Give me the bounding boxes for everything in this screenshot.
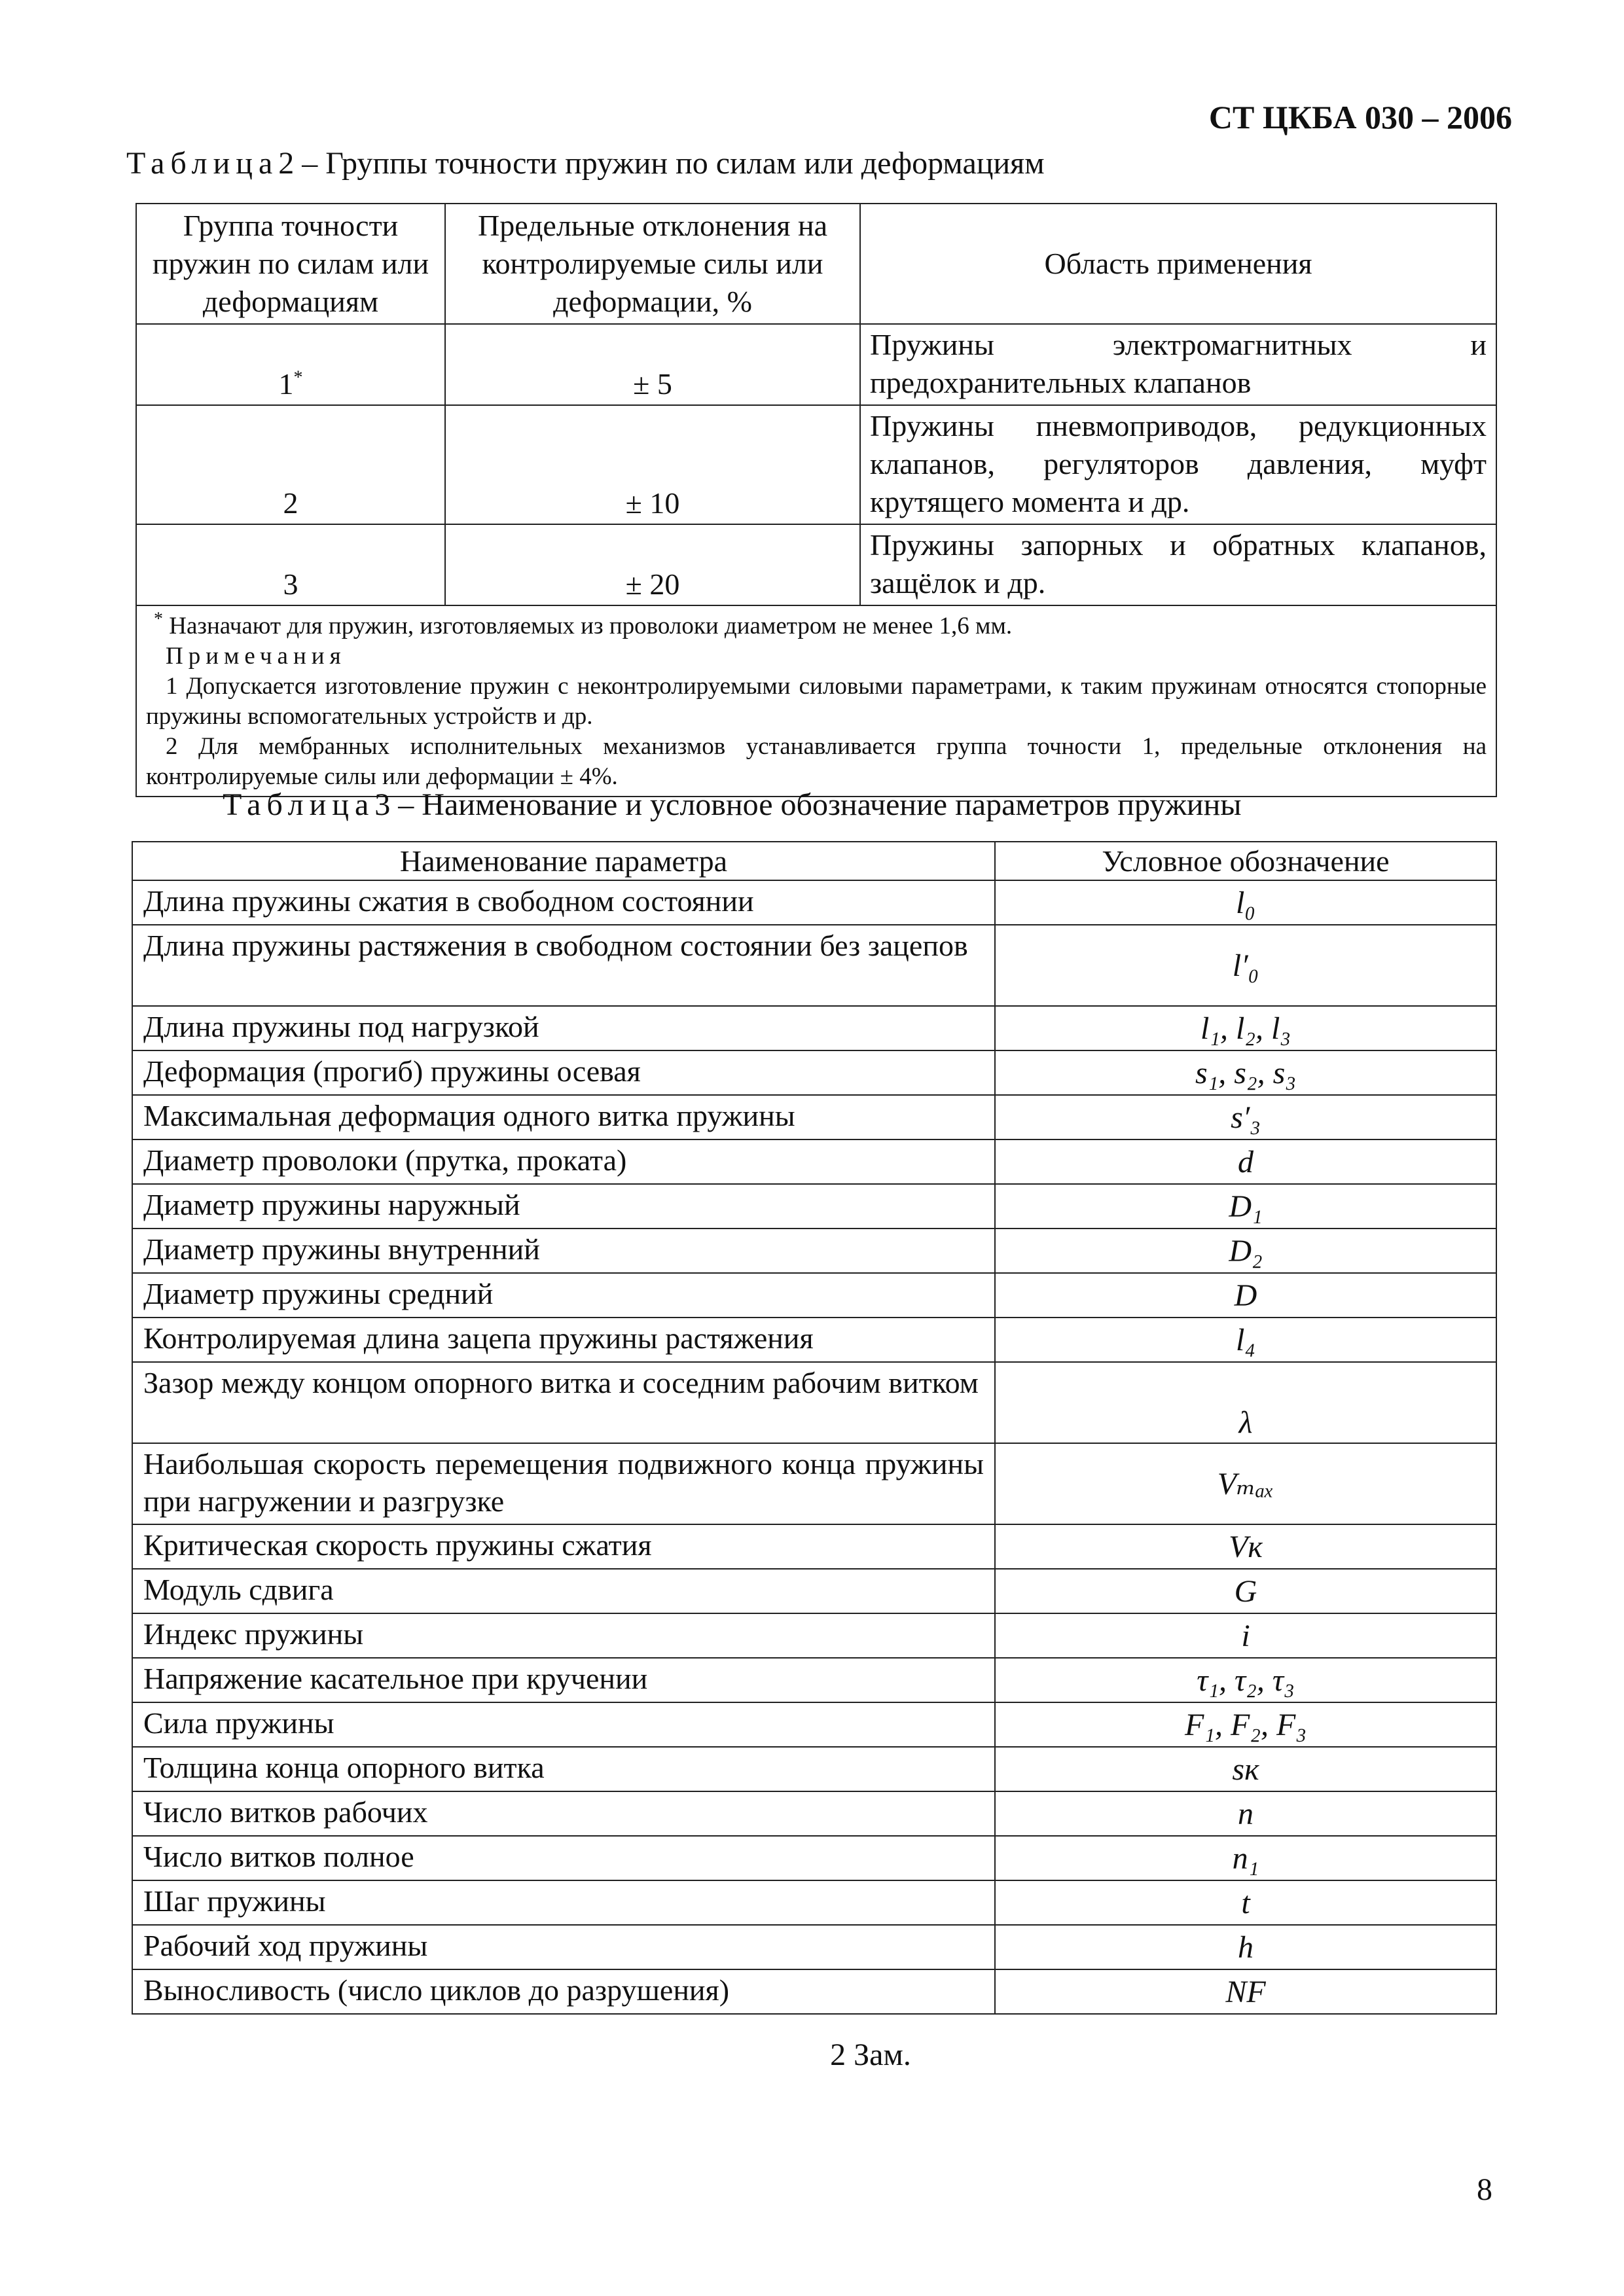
table3-header-symbol: Условное обозначение: [995, 842, 1496, 880]
table2-deviation-cell: ± 5: [445, 324, 860, 405]
table3-caption-word: Таблица: [223, 787, 375, 822]
parameter-name: Индекс пружины: [132, 1613, 995, 1658]
table3-row: [132, 1362, 1496, 1443]
parameter-name: Максимальная деформация одного витка пружины: [132, 1095, 995, 1139]
spring-parameters-table: [132, 841, 1497, 2015]
table3-row: [132, 1747, 1496, 1791]
table2-header-area: Область применения: [860, 204, 1496, 324]
table3-caption: [223, 787, 1242, 823]
table3-row: [132, 1658, 1496, 1702]
table2-caption-text: 2 – Группы точности пружин по силам или деформациям: [278, 146, 1045, 181]
parameter-symbol: s₁, s₂, s₃: [995, 1050, 1496, 1095]
precision-groups-table: [135, 203, 1497, 797]
parameter-symbol: i: [995, 1613, 1496, 1658]
table3-row: [132, 1318, 1496, 1362]
parameter-name: Длина пружины растяжения в свободном состоянии без зацепов: [132, 925, 995, 1006]
table2-header-deviation: Предельные отклонения на контролируемые силы или деформации, %: [445, 204, 860, 324]
note-2: 2 Для мембранных исполнительных механизмов устанавливается группа точности 1, предельные отклонения на контролируемые силы или деформации ± 4%.: [146, 733, 1487, 790]
parameter-name: Напряжение касательное при кручении: [132, 1658, 995, 1702]
parameter-symbol: s′₃: [995, 1095, 1496, 1139]
parameter-symbol: D: [995, 1273, 1496, 1318]
table2-deviation-cell: ± 10: [445, 405, 860, 524]
parameter-name: Число витков рабочих: [132, 1791, 995, 1836]
parameter-name: Наибольшая скорость перемещения подвижного конца пружины при нагружении и разгрузке: [132, 1443, 995, 1524]
table2-caption: [126, 145, 1045, 181]
parameter-symbol: τ₁, τ₂, τ₃: [995, 1658, 1496, 1702]
parameter-symbol: Vₘₐₓ: [995, 1443, 1496, 1524]
table2-area-cell: Пружины запорных и обратных клапанов, защёлок и др.: [860, 524, 1496, 605]
change-mark: 2 Зам.: [830, 2037, 911, 2072]
table3-row: [132, 1569, 1496, 1613]
document-code: СТ ЦКБА 030 – 2006: [1208, 99, 1512, 135]
parameter-name: Модуль сдвига: [132, 1569, 995, 1613]
page-number: 8: [1477, 2172, 1492, 2207]
table3-row: [132, 1006, 1496, 1050]
parameter-name: Диаметр пружины внутренний: [132, 1229, 995, 1273]
table3-row: [132, 1095, 1496, 1139]
parameter-name: Шаг пружины: [132, 1880, 995, 1925]
parameter-name: Контролируемая длина зацепа пружины растяжения: [132, 1318, 995, 1362]
table3-row: [132, 1880, 1496, 1925]
parameter-name: Диаметр пружины средний: [132, 1273, 995, 1318]
table2-deviation-cell: ± 20: [445, 524, 860, 605]
table2-group-cell: 1*: [136, 324, 445, 405]
table2-header-group: Группа точности пружин по силам или деформациям: [136, 204, 445, 324]
parameter-symbol: n: [995, 1791, 1496, 1836]
table2-caption-word: Таблица: [126, 146, 279, 181]
parameter-symbol: D₂: [995, 1229, 1496, 1273]
parameter-symbol: NF: [995, 1969, 1496, 2014]
table2-notes-row: [136, 605, 1496, 797]
table2-area-cell: Пружины пневмоприводов, редукционных клапанов, регуляторов давления, муфт крутящего момента и др.: [860, 405, 1496, 524]
parameter-symbol: F₁, F₂, F₃: [995, 1702, 1496, 1747]
table3-row: [132, 1229, 1496, 1273]
parameter-symbol: n₁: [995, 1836, 1496, 1880]
table3-row: [132, 1702, 1496, 1747]
parameter-symbol: Vк: [995, 1524, 1496, 1569]
table3-row: [132, 1443, 1496, 1524]
table2-row: [136, 405, 1496, 524]
table3-row: [132, 1836, 1496, 1880]
table2-row: [136, 324, 1496, 405]
table3-row: [132, 1524, 1496, 1569]
table2-group-cell: 3: [136, 524, 445, 605]
parameter-name: Деформация (прогиб) пружины осевая: [132, 1050, 995, 1095]
parameter-symbol: G: [995, 1569, 1496, 1613]
table3-row: [132, 1050, 1496, 1095]
table2-row: [136, 524, 1496, 605]
table3-header-name: Наименование параметра: [132, 842, 995, 880]
parameter-name: Выносливость (число циклов до разрушения): [132, 1969, 995, 2014]
parameter-symbol: l₄: [995, 1318, 1496, 1362]
parameter-name: Диаметр проволоки (прутка, проката): [132, 1139, 995, 1184]
footnote: * Назначают для пружин, изготовляемых из проволоки диаметром не менее 1,6 мм.: [154, 609, 1013, 639]
table3-row: [132, 1791, 1496, 1836]
parameter-symbol: l₁, l₂, l₃: [995, 1006, 1496, 1050]
parameter-symbol: t: [995, 1880, 1496, 1925]
parameter-symbol: h: [995, 1925, 1496, 1969]
table2-header-row: [136, 204, 1496, 324]
parameter-name: Число витков полное: [132, 1836, 995, 1880]
parameter-name: Длина пружины под нагрузкой: [132, 1006, 995, 1050]
table3-row: [132, 1273, 1496, 1318]
table3-header-row: [132, 842, 1496, 880]
notes-title: Примечания: [166, 643, 346, 670]
table2-notes: [136, 605, 1496, 797]
table3-row: [132, 1184, 1496, 1229]
parameter-name: Длина пружины сжатия в свободном состоянии: [132, 880, 995, 925]
table3-row: [132, 1613, 1496, 1658]
parameter-symbol: D₁: [995, 1184, 1496, 1229]
parameter-name: Толщина конца опорного витка: [132, 1747, 995, 1791]
parameter-symbol: d: [995, 1139, 1496, 1184]
table3-row: [132, 1925, 1496, 1969]
parameter-symbol: λ: [995, 1362, 1496, 1443]
table3-row: [132, 1969, 1496, 2014]
footnote-marker: *: [293, 367, 303, 388]
note-1: 1 Допускается изготовление пружин с неконтролируемыми силовыми параметрами, к таким пружинам относятся стопорные пружины вспомогательных устройств и др.: [146, 673, 1487, 730]
table3-row: [132, 1139, 1496, 1184]
parameter-name: Зазор между концом опорного витка и соседним рабочим витком: [132, 1362, 995, 1443]
table3-row: [132, 925, 1496, 1006]
parameter-symbol: sк: [995, 1747, 1496, 1791]
parameter-symbol: l₀: [995, 880, 1496, 925]
parameter-name: Критическая скорость пружины сжатия: [132, 1524, 995, 1569]
parameter-name: Диаметр пружины наружный: [132, 1184, 995, 1229]
parameter-name: Рабочий ход пружины: [132, 1925, 995, 1969]
table3-row: [132, 880, 1496, 925]
parameter-name: Сила пружины: [132, 1702, 995, 1747]
table2-area-cell: Пружины электромагнитных и предохранительных клапанов: [860, 324, 1496, 405]
parameter-symbol: l′₀: [995, 925, 1496, 1006]
table2-group-cell: 2: [136, 405, 445, 524]
table3-caption-text: 3 – Наименование и условное обозначение параметров пружины: [374, 787, 1242, 822]
